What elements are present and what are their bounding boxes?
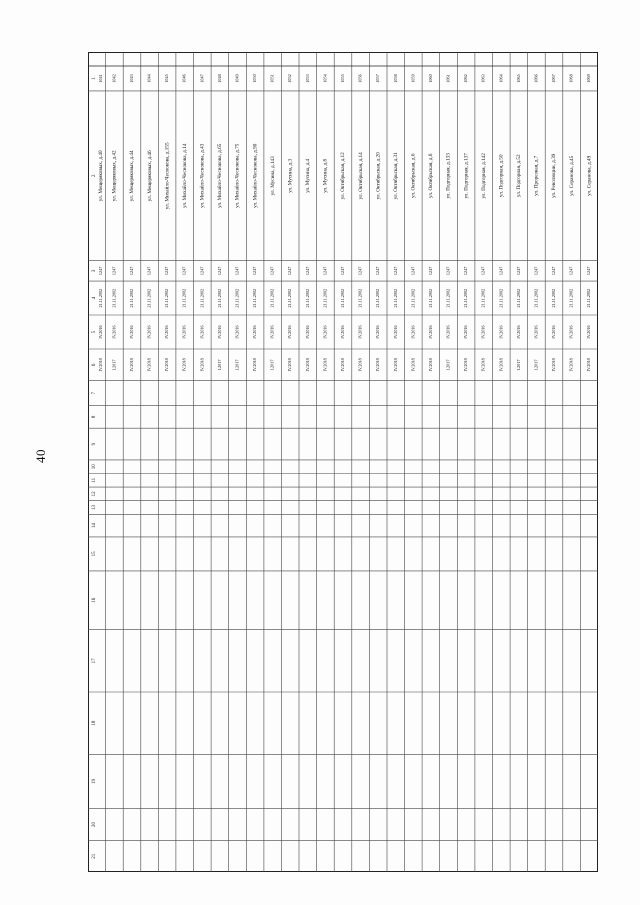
header-column-number: 1 <box>92 77 98 80</box>
year-end-cell: I.2017 <box>216 359 222 371</box>
date-cell: 21.11.2002 <box>480 288 486 308</box>
address-cell: ул. Мещеряковых, д.40 <box>97 150 104 202</box>
date-cell: 21.11.2002 <box>515 288 521 308</box>
year-start-cell: IV.2016 <box>568 325 574 339</box>
year-end-cell: IV.2018 <box>128 358 134 372</box>
id-cell: 1247 <box>375 266 381 276</box>
id-cell: 1247 <box>515 266 521 276</box>
address-cell: ул. Серанова, д.49 <box>586 155 593 196</box>
year-start-cell: IV.2016 <box>427 325 433 339</box>
row-number-cell: 1061 <box>445 74 451 83</box>
id-cell: 1247 <box>463 266 469 276</box>
header-column-number: 19 <box>92 778 98 784</box>
id-cell: 1247 <box>480 266 486 276</box>
address-cell: ул. Октябрьская, д.8 <box>428 153 435 199</box>
date-cell: 21.11.2002 <box>164 288 170 308</box>
rotated-data-table <box>88 52 598 872</box>
row-number-cell: 1045 <box>164 74 170 83</box>
year-end-cell: IV.2018 <box>97 358 103 372</box>
year-end-cell: I.2017 <box>111 359 117 371</box>
year-end-cell: IV.2018 <box>339 358 345 372</box>
id-cell: 1247 <box>181 266 187 276</box>
address-cell: ул. Михайло-Чеснокова, д.14 <box>181 143 188 208</box>
year-end-cell: IV.2018 <box>463 358 469 372</box>
id-cell: 1247 <box>199 266 205 276</box>
address-cell: ул. Мещеряковых, д.46 <box>146 150 153 202</box>
date-cell: 21.11.2002 <box>216 288 222 308</box>
year-start-cell: IV.2016 <box>234 325 240 339</box>
header-column-number: 16 <box>92 597 98 603</box>
year-end-cell: IV.2018 <box>375 358 381 372</box>
id-cell: 1247 <box>392 266 398 276</box>
year-end-cell: IV.2018 <box>181 358 187 372</box>
address-cell: ул. Прорезная, д.7 <box>533 155 540 196</box>
year-start-cell: IV.2016 <box>199 325 205 339</box>
address-cell: ул. Октябрьская, д.6 <box>410 153 417 199</box>
date-cell: 21.11.2002 <box>410 288 416 308</box>
row-number-cell: 1046 <box>181 74 187 83</box>
date-cell: 21.11.2002 <box>339 288 345 308</box>
address-cell: ул. Мусина, д.4 <box>304 158 311 193</box>
year-end-cell: IV.2018 <box>410 358 416 372</box>
id-cell: 1247 <box>357 266 363 276</box>
header-column-number: 20 <box>92 822 98 827</box>
header-column-number: 5 <box>92 330 98 334</box>
page-number: 40 <box>33 449 48 463</box>
address-cell: ул. Революции, д.39 <box>551 153 558 198</box>
address-cell: ул. Подгорная, д.142 <box>480 153 487 199</box>
year-end-cell: IV.2018 <box>568 358 574 372</box>
row-number-cell: 1069 <box>586 74 592 83</box>
address-cell: ул. Михайло-Чеснокова, д.65 <box>217 143 224 208</box>
address-cell: ул. Октябрьская, д.31 <box>392 152 399 200</box>
header-column-number: 13 <box>92 505 98 510</box>
date-cell: 21.11.2002 <box>111 288 117 308</box>
year-end-cell: IV.2018 <box>164 358 170 372</box>
date-cell: 21.11.2002 <box>181 288 187 308</box>
id-cell: 1247 <box>128 266 134 276</box>
header-column-number: 21 <box>92 853 98 859</box>
row-number-cell: 1048 <box>216 74 222 83</box>
year-start-cell: IV.2016 <box>111 325 117 339</box>
id-cell: 1247 <box>304 266 310 276</box>
year-start-cell: IV.2016 <box>392 325 398 339</box>
id-cell: 1247 <box>322 266 328 276</box>
address-cell: ул. Октябрьская, д.14 <box>357 152 364 200</box>
header-column-number: 11 <box>92 477 98 483</box>
row-number-cell: 1044 <box>146 74 152 83</box>
year-start-cell: IV.2016 <box>304 325 310 339</box>
year-start-cell: IV.2016 <box>463 325 469 339</box>
date-cell: 21.11.2002 <box>304 288 310 308</box>
year-start-cell: IV.2016 <box>410 325 416 339</box>
row-number-cell: 1065 <box>515 74 521 83</box>
id-cell: 1247 <box>586 266 592 276</box>
header-column-number: 17 <box>92 658 98 664</box>
row-number-cell: 1043 <box>128 74 134 83</box>
year-end-cell: I.2017 <box>515 359 521 371</box>
year-end-cell: IV.2018 <box>427 358 433 372</box>
id-cell: 1247 <box>533 266 539 276</box>
address-cell: ул. Михайло-Чеснокова, д.155 <box>164 142 171 210</box>
year-end-cell: IV.2018 <box>357 358 363 372</box>
date-cell: 21.11.2002 <box>392 288 398 308</box>
year-end-cell: IV.2018 <box>392 358 398 372</box>
row-number-cell: 1049 <box>234 74 240 83</box>
year-end-cell: I.2017 <box>445 359 451 371</box>
year-start-cell: IV.2016 <box>181 325 187 339</box>
date-cell: 21.11.2002 <box>97 288 103 308</box>
address-cell: ул. Подгорная, д.52 <box>516 154 523 198</box>
date-cell: 21.11.2002 <box>128 288 134 308</box>
year-start-cell: IV.2016 <box>480 325 486 339</box>
year-start-cell: IV.2016 <box>357 325 363 339</box>
year-start-cell: IV.2016 <box>164 325 170 339</box>
row-number-cell: 1052 <box>287 74 293 83</box>
year-end-cell: I.2017 <box>234 359 240 371</box>
header-column-number: 15 <box>92 551 98 557</box>
row-number-cell: 1058 <box>392 74 398 83</box>
year-end-cell: IV.2018 <box>252 358 258 372</box>
year-end-cell: IV.2018 <box>550 358 556 372</box>
year-end-cell: IV.2018 <box>586 358 592 372</box>
row-number-cell: 1066 <box>533 74 539 83</box>
address-cell: ул. Серанова, д.45 <box>568 155 575 196</box>
row-number-cell: 1060 <box>427 74 433 83</box>
date-cell: 21.11.2002 <box>199 288 205 308</box>
row-number-cell: 1047 <box>199 74 205 83</box>
id-cell: 1247 <box>498 266 504 276</box>
address-cell: ул. Мусина, д.3 <box>287 158 294 193</box>
date-cell: 21.11.2002 <box>269 288 275 308</box>
year-start-cell: IV.2016 <box>97 325 103 339</box>
row-number-cell: 1053 <box>304 74 310 83</box>
year-start-cell: IV.2016 <box>375 325 381 339</box>
id-cell: 1247 <box>410 266 416 276</box>
date-cell: 21.11.2002 <box>533 288 539 308</box>
date-cell: 21.11.2002 <box>375 288 381 308</box>
row-number-cell: 1050 <box>252 74 258 83</box>
data-table-grid <box>88 52 598 872</box>
date-cell: 21.11.2002 <box>357 288 363 308</box>
year-start-cell: IV.2016 <box>515 325 521 339</box>
header-column-number: 2 <box>92 174 98 178</box>
year-end-cell: IV.2018 <box>498 358 504 372</box>
address-cell: ул. Подгорная, д.137 <box>463 153 470 199</box>
row-number-cell: 1041 <box>97 74 103 83</box>
header-column-number: 4 <box>92 296 98 300</box>
row-number-cell: 1051 <box>269 74 275 83</box>
address-cell: ул. Мещеряковых, д.42 <box>111 150 118 202</box>
id-cell: 1247 <box>97 266 103 276</box>
id-cell: 1247 <box>339 266 345 276</box>
row-number-cell: 1063 <box>480 74 486 83</box>
year-end-cell: IV.2018 <box>322 358 328 372</box>
header-column-number: 18 <box>92 720 98 726</box>
row-number-cell: 1057 <box>375 74 381 83</box>
id-cell: 1247 <box>427 266 433 276</box>
date-cell: 21.11.2002 <box>427 288 433 308</box>
header-column-number: 8 <box>92 415 98 419</box>
year-start-cell: IV.2016 <box>322 325 328 339</box>
id-cell: 1247 <box>445 266 451 276</box>
year-start-cell: IV.2016 <box>498 325 504 339</box>
header-column-number: 3 <box>92 269 98 273</box>
year-start-cell: IV.2016 <box>445 325 451 339</box>
row-number-cell: 1055 <box>339 74 345 83</box>
date-cell: 21.11.2002 <box>568 288 574 308</box>
id-cell: 1247 <box>287 266 293 276</box>
date-cell: 21.11.2002 <box>146 288 152 308</box>
year-start-cell: IV.2016 <box>128 325 134 339</box>
address-cell: ул. Октябрьская, д.20 <box>375 152 382 200</box>
id-cell: 1247 <box>550 266 556 276</box>
row-number-cell: 1062 <box>463 74 469 83</box>
year-start-cell: IV.2016 <box>269 325 275 339</box>
address-cell: ул. Мусина, д.8 <box>322 158 329 193</box>
year-end-cell: IV.2018 <box>146 358 152 372</box>
year-end-cell: I.2017 <box>269 359 275 371</box>
header-column-number: 10 <box>92 464 98 470</box>
id-cell: 1247 <box>111 266 117 276</box>
year-start-cell: IV.2016 <box>287 325 293 339</box>
date-cell: 21.11.2002 <box>445 288 451 308</box>
year-start-cell: IV.2016 <box>216 325 222 339</box>
row-number-cell: 1068 <box>568 74 574 83</box>
id-cell: 1247 <box>146 266 152 276</box>
year-start-cell: IV.2016 <box>252 325 258 339</box>
date-cell: 21.11.2002 <box>586 288 592 308</box>
year-end-cell: IV.2018 <box>287 358 293 372</box>
year-start-cell: IV.2016 <box>533 325 539 339</box>
year-end-cell: IV.2018 <box>199 358 205 372</box>
id-cell: 1247 <box>164 266 170 276</box>
year-start-cell: IV.2016 <box>550 325 556 339</box>
row-number-cell: 1067 <box>550 74 556 83</box>
year-start-cell: IV.2016 <box>146 325 152 339</box>
address-cell: ул. Мещеряковых, д.44 <box>129 150 136 202</box>
date-cell: 21.11.2002 <box>550 288 556 308</box>
year-start-cell: IV.2016 <box>586 325 592 339</box>
address-cell: ул. Мусина, д.143 <box>269 156 276 196</box>
id-cell: 1247 <box>216 266 222 276</box>
row-number-cell: 1059 <box>410 74 416 83</box>
year-end-cell: I.2017 <box>533 359 539 371</box>
address-cell: ул. Михайло-Чеснокова, д.43 <box>199 143 206 208</box>
year-end-cell: IV.2018 <box>304 358 310 372</box>
address-cell: ул. Подгорная, д.50 <box>498 154 505 198</box>
date-cell: 21.11.2002 <box>234 288 240 308</box>
row-number-cell: 1042 <box>111 74 117 83</box>
header-column-number: 9 <box>92 442 98 446</box>
header-column-number: 14 <box>92 523 98 529</box>
date-cell: 21.11.2002 <box>287 288 293 308</box>
row-number-cell: 1054 <box>322 74 328 83</box>
header-column-number: 12 <box>92 491 98 497</box>
header-column-number: 6 <box>92 363 98 367</box>
id-cell: 1247 <box>568 266 574 276</box>
row-number-cell: 1064 <box>498 74 504 83</box>
address-cell: ул. Михайло-Чеснокова, д.90 <box>252 143 259 208</box>
address-cell: ул. Михайло-Чеснокова, д.75 <box>234 143 241 208</box>
id-cell: 1247 <box>234 266 240 276</box>
date-cell: 21.11.2002 <box>463 288 469 308</box>
header-column-number: 7 <box>92 391 98 395</box>
year-end-cell: IV.2018 <box>480 358 486 372</box>
row-number-cell: 1056 <box>357 74 363 83</box>
date-cell: 21.11.2002 <box>252 288 258 308</box>
date-cell: 21.11.2002 <box>498 288 504 308</box>
address-cell: ул. Подгорная, д.133 <box>445 153 452 199</box>
id-cell: 1247 <box>269 266 275 276</box>
year-start-cell: IV.2016 <box>339 325 345 339</box>
id-cell: 1247 <box>252 266 258 276</box>
date-cell: 21.11.2002 <box>322 288 328 308</box>
address-cell: ул. Октябрьская, д.12 <box>340 152 347 200</box>
